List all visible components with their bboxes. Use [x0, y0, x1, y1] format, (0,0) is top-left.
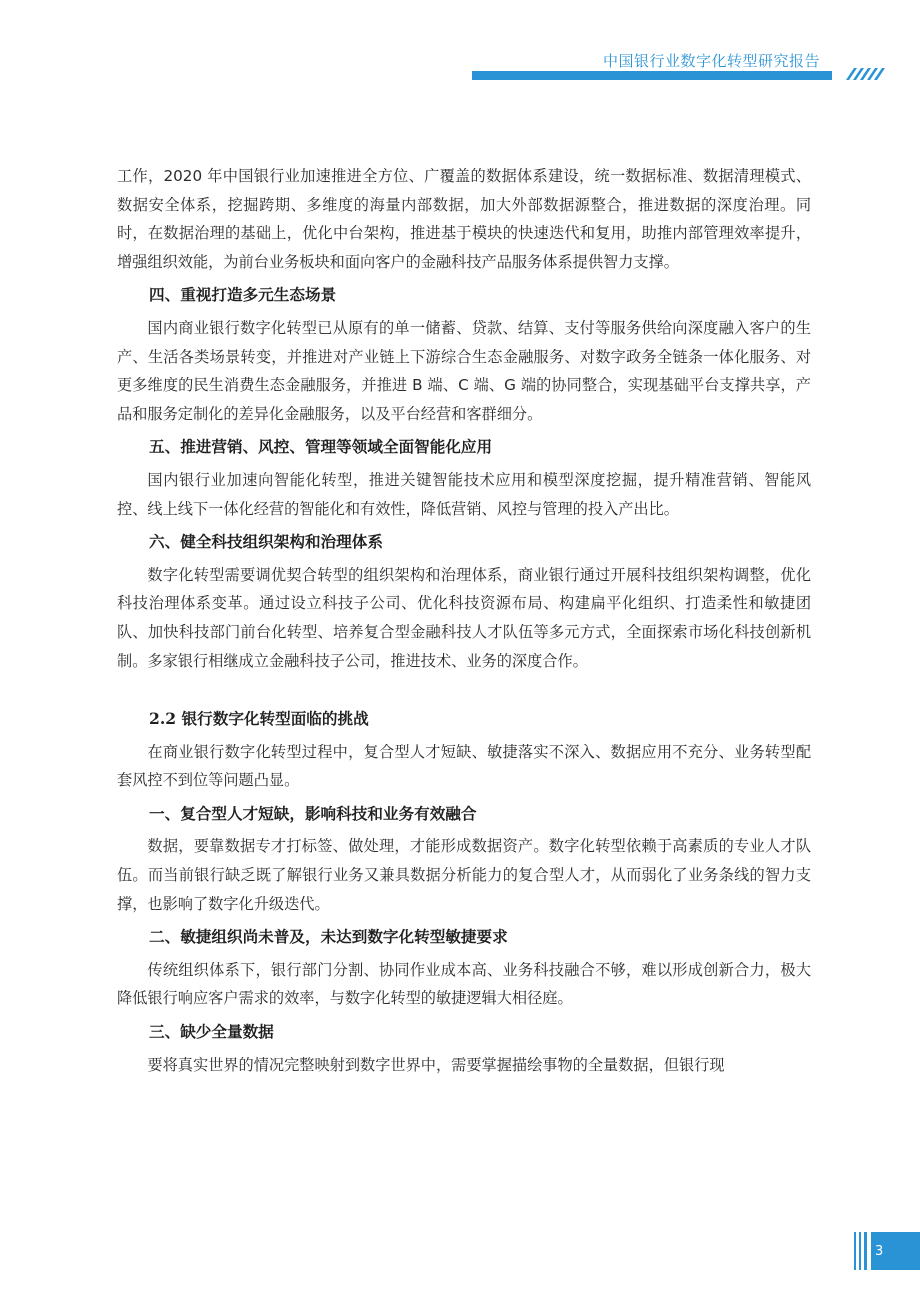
footer-stripes-decoration [852, 1232, 870, 1270]
heading-ecosystem-scenarios: 四、重视打造多元生态场景 [149, 285, 337, 305]
paragraph-continued: 工作，2020 年中国银行业加速推进全方位、广覆盖的数据体系建设，统一数据标准、数据清理模式、数据安全体系，挖掘跨期、多维度的海量内部数据，加大外部数据源整合，推进数据的深度治理。同时，在数据治理的基础上，优化中台架构，推进基于模块的快速迭代和复用，助推内部管理效率提升，增强组织效能，为前台业务板块和面向客户的金融科技产品服务体系提供智力支撑。 [117, 167, 811, 271]
paragraph-intelligent: 国内银行业加速向智能化转型，推进关键智能技术应用和模型深度挖掘，提升精准营销、智能风控、线上线下一体化经营的智能化和有效性，降低营销、风控与管理的投入产出比。 [117, 470, 811, 518]
page-content [117, 162, 811, 1079]
running-header-title: 中国银行业数字化转型研究报告 [602, 52, 820, 70]
paragraph-full-data: 要将真实世界的情况完整映射到数字世界中，需要掌握描绘事物的全量数据，但银行现 [147, 1055, 725, 1074]
heading-tech-governance: 六、健全科技组织架构和治理体系 [149, 532, 383, 552]
header-stripes-decoration [834, 60, 886, 80]
page-number: 3 [871, 1232, 920, 1270]
paragraph-challenges-intro: 在商业银行数字化转型过程中，复合型人才短缺、敏捷落实不深入、数据应用不充分、业务转型配套风控不到位等问题凸显。 [117, 742, 811, 790]
paragraph-ecosystem: 国内商业银行数字化转型已从原有的单一储蓄、贷款、结算、支付等服务供给向深度融入客户的生产、生活各类场景转变，并推进对产业链上下游综合生态金融服务、对数字政务全链条一体化服务、对更多维度的民生消费生态金融服务，并推进 B 端、C 端、G 端的协同整合，实现基础平台支撑共享，产品和服务定制化的差异化金融服务，以及平台经营和客群细分。 [117, 318, 811, 423]
heading-intelligent-application: 五、推进营销、风控、管理等领域全面智能化应用 [149, 437, 493, 457]
heading-agile-organization: 二、敏捷组织尚未普及，未达到数字化转型敏捷要求 [149, 927, 508, 947]
paragraph-talent: 数据，要靠数据专才打标签、做处理，才能形成数据资产。数字化转型依赖于高素质的专业人才队伍。而当前银行缺乏既了解银行业务又兼具数据分析能力的复合型人才，从而弱化了业务条线的智力支撑，也影响了数字化升级迭代。 [117, 837, 811, 913]
heading-talent-shortage: 一、复合型人才短缺，影响科技和业务有效融合 [149, 803, 477, 823]
paragraph-agile: 传统组织体系下，银行部门分割、协同作业成本高、业务科技融合不够，难以形成创新合力，极大降低银行响应客户需求的效率，与数字化转型的敏捷逻辑大相径庭。 [117, 960, 811, 1008]
paragraph-governance: 数字化转型需要调优契合转型的组织架构和治理体系，商业银行通过开展科技组织架构调整，优化科技治理体系变革。通过设立科技子公司、优化科技资源布局、构建扁平化组织、打造柔性和敏捷团队、加快科技部门前台化转型、培养复合型金融科技人才队伍等多元方式，全面探索市场化科技创新机制。多家银行相继成立金融科技子公司，推进技术、业务的深度合作。 [117, 565, 811, 670]
heading-full-data: 三、缺少全量数据 [149, 1022, 274, 1042]
header-bar [472, 71, 832, 80]
section-heading-challenges: 2.2 银行数字化转型面临的挑战 [149, 709, 369, 729]
